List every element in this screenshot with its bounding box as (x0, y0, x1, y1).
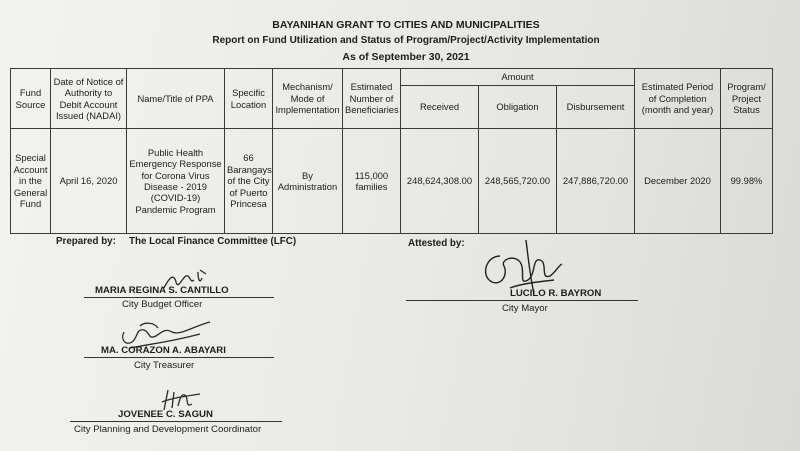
cell-disbursement: 247,886,720.00 (557, 129, 635, 234)
cell-status: 99.98% (721, 129, 773, 234)
prepared-by-label: Prepared by: (56, 236, 116, 247)
report-date: As of September 30, 2021 (342, 51, 470, 63)
col-header-beneficiaries: Estimated Number of Beneficiaries (343, 69, 401, 129)
signature-line (406, 300, 638, 301)
signatory-name: MARIA REGINA S. CANTILLO (95, 285, 229, 296)
signature-line (84, 297, 274, 298)
signatory-title: City Mayor (502, 303, 548, 314)
col-header-completion: Estimated Period of Completion (month and year) (635, 69, 721, 129)
table-header-row (11, 69, 773, 86)
col-header-fund-source: Fund Source (11, 69, 51, 129)
report-subheading: Report on Fund Utilization and Status of Program/Project/Activity Implementation (212, 35, 600, 46)
cell-mechanism: By Administration (273, 129, 343, 234)
col-header-disbursement: Disbursement (557, 86, 635, 129)
col-header-location: Specific Location (225, 69, 273, 129)
fund-utilization-table (10, 68, 773, 234)
signatory-title: City Budget Officer (122, 299, 203, 310)
cell-nadai: April 16, 2020 (51, 129, 127, 234)
col-header-nadai: Date of Notice of Authority to Debit Account Issued (NADAI) (51, 69, 127, 129)
signatory-name: LUCILO R. BAYRON (510, 288, 602, 299)
col-header-ppa: Name/Title of PPA (127, 69, 225, 129)
signatory-name: MA. CORAZON A. ABAYARI (101, 345, 226, 356)
signatory-name: JOVENEE C. SAGUN (118, 409, 213, 420)
col-header-obligation: Obligation (479, 86, 557, 129)
col-header-status: Program/ Project Status (721, 69, 773, 129)
col-header-amount: Amount (401, 69, 635, 86)
col-header-received: Received (401, 86, 479, 129)
col-header-mechanism: Mechanism/ Mode of Implementation (273, 69, 343, 129)
cell-received: 248,624,308.00 (401, 129, 479, 234)
signatory-title: City Planning and Development Coordinator (74, 424, 262, 435)
attested-by-label: Attested by: (408, 238, 465, 249)
cell-obligation: 248,565,720.00 (479, 129, 557, 234)
cell-ppa: Public Health Emergency Response for Corona Virus Disease - 2019 (COVID-19) Pandemic Program (127, 129, 225, 234)
cell-fund-source: Special Account in the General Fund (11, 129, 51, 234)
signature-line (84, 357, 274, 358)
report-heading: BAYANIHAN GRANT TO CITIES AND MUNICIPALITIES (272, 19, 540, 31)
prepared-by-value: The Local Finance Committee (LFC) (129, 236, 297, 247)
signature-line (70, 421, 282, 422)
signatory-title: City Treasurer (134, 360, 195, 371)
table-row (11, 129, 773, 234)
cell-completion: December 2020 (635, 129, 721, 234)
cell-beneficiaries: 115,000 families (343, 129, 401, 234)
cell-location: 66 Barangays of the City of Puerto Princesa (225, 129, 273, 234)
